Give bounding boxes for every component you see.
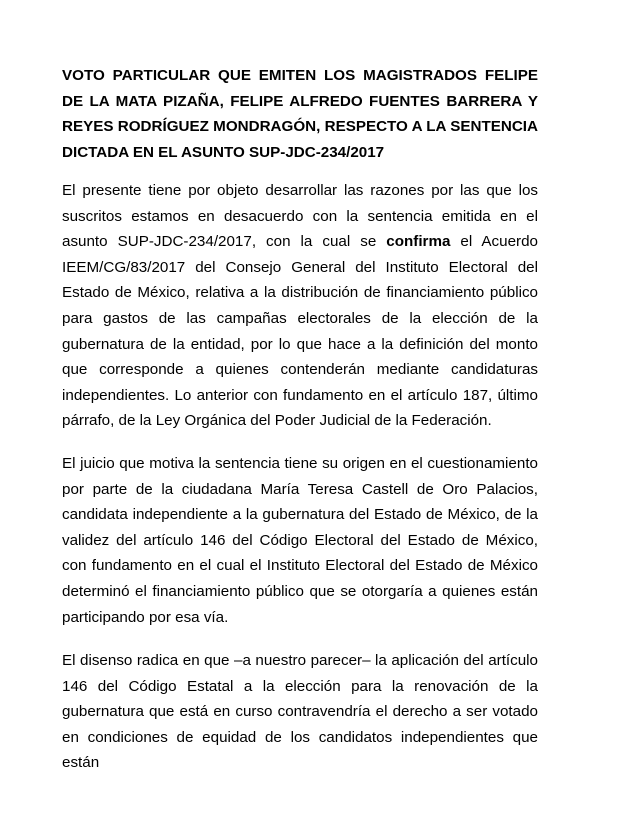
paragraph-1-text-a: El presente tiene por objeto desarrollar las razones por las que los suscritos estamos en desacuerdo con la sentencia emitida en el asunto SUP-JDC-234/2017, con la cual se <box>62 182 538 251</box>
document-title: VOTO PARTICULAR QUE EMITEN LOS MAGISTRADOS FELIPE DE LA MATA PIZAÑA, FELIPE ALFREDO FUENTES BARRERA Y REYES RODRÍGUEZ MONDRAGÓN, RESPECTO A LA SENTENCIA DICTADA EN EL ASUNTO SUP-JDC-234/2017 <box>62 67 538 161</box>
paragraph-1-text-b: el Acuerdo IEEM/CG/83/2017 del Consejo General del Instituto Electoral del Estado de México, relativa a la distribución de financiamiento público para gastos de las campañas electorales de la elección de la gubernatura de la entidad, por lo que hace a la definición del monto que corresponde a quienes contenderán mediante candidaturas independientes. Lo anterior con fundamento en el artículo 187, último párrafo, de la Ley Orgánica del Poder Judicial de la Federación. <box>62 233 538 430</box>
paragraph-1-bold-confirma: confirma <box>386 233 451 251</box>
paragraph-2: El juicio que motiva la sentencia tiene su origen en el cuestionamiento por parte de la ciudadana María Teresa Castell de Oro Palacios, candidata independiente a la gubernatura del Estado de México, de la validez del artículo 146 del Código Electoral del Estado de México, con fundamento en el cual el Instituto Electoral del Estado de México determinó el financiamiento público que se otorgaría a quienes están participando por esa vía. <box>62 455 538 626</box>
paragraph-1 <box>62 178 538 434</box>
paragraph-3: El disenso radica en que –a nuestro parecer– la aplicación del artículo 146 del Código Estatal a la elección para la renovación de la gubernatura que está en curso contravendría el derecho a ser votado en condiciones de equidad de los candidatos independientes que están <box>62 652 538 772</box>
